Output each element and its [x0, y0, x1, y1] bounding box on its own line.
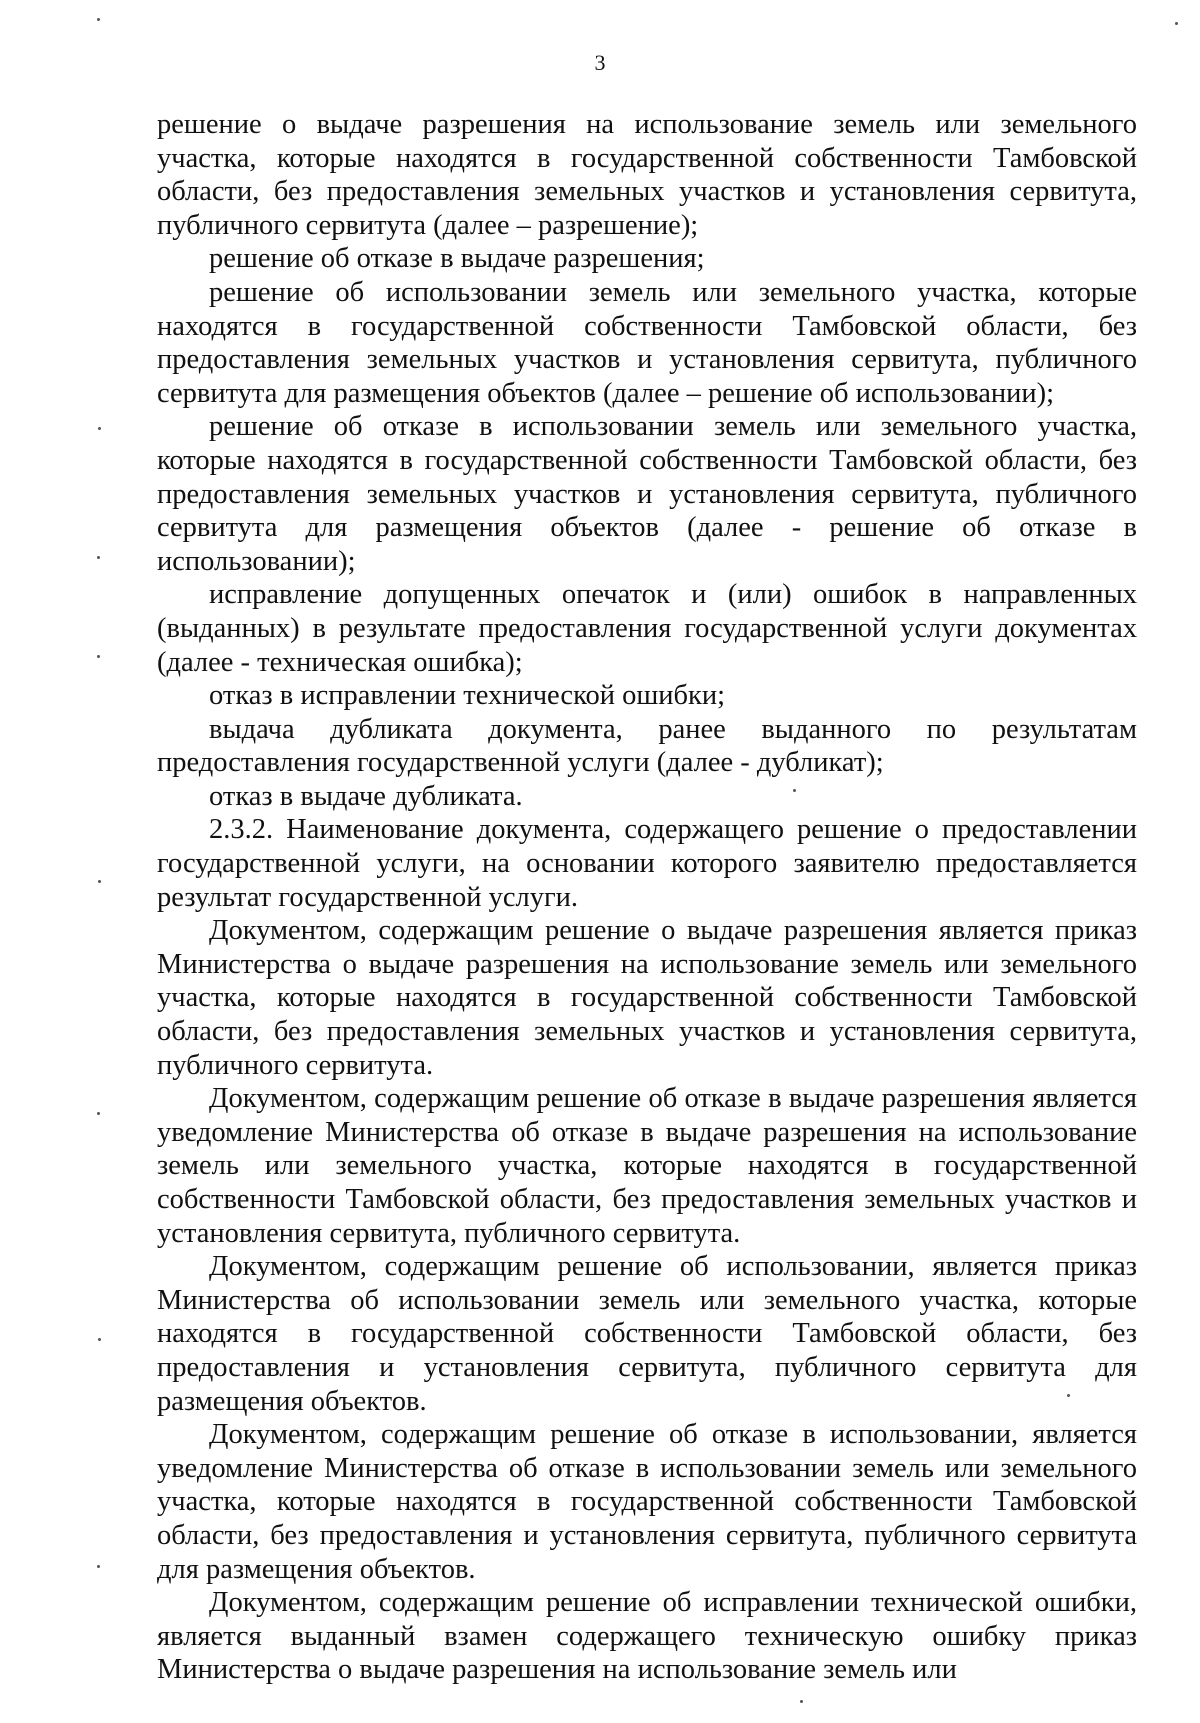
scan-speck	[98, 427, 101, 430]
paragraph-doc-usage-refusal: Документом, содержащим решение об отказе в использовании, является уведомление Министерства об отказе в использовании земель или земельного участка, которые находятся в государственной собственности Тамбовской области, без предоставления и установления сервитута, публичного сервитута для размещения объектов.	[157, 1419, 1137, 1585]
scan-speck	[1175, 22, 1178, 25]
scan-speck	[97, 18, 100, 21]
paragraph-result-permission: решение о выдаче разрешения на использование земель или земельного участка, которые находятся в государственной собственности Тамбовской области, без предоставления земельных участков и установления сервитута, публичного сервитута (далее – разрешение);	[157, 109, 1137, 241]
paragraph-usage-decision: решение об использовании земель или земельного участка, которые находятся в государственной собственности Тамбовской области, без предоставления земельных участков и установления сервитута, публичного сервитута для размещения объектов (далее – решение об использовании);	[157, 276, 1137, 409]
scan-speck	[97, 556, 100, 559]
document-body	[157, 108, 1137, 1687]
scan-speck	[97, 1112, 100, 1115]
page-number: 3	[594, 50, 606, 75]
paragraph-duplicate-issue: выдача дубликата документа, ранее выданного по результатам предоставления государственной услуги (далее - дубликат);	[157, 713, 1137, 779]
paragraph-error-correction: исправление допущенных опечаток и (или) ошибок в направленных (выданных) в результате предоставления государственной услуги документах (далее - техническая ошибка);	[157, 579, 1137, 678]
scan-speck	[97, 1565, 100, 1568]
paragraph-doc-error-correction: Документом, содержащим решение об исправлении технической ошибки, является выданный взамен содержащего техническую ошибку приказ Министерства о выдаче разрешения на использование земель или	[157, 1587, 1137, 1686]
paragraph-doc-usage: Документом, содержащим решение об использовании, является приказ Министерства об использовании земель или земельного участка, которые находятся в государственной собственности Тамбовской области, без предоставления и установления сервитута, публичного сервитута для размещения объектов.	[157, 1251, 1137, 1417]
paragraph-duplicate-refusal: отказ в выдаче дубликата.	[209, 780, 523, 812]
paragraph-refusal-permission: решение об отказе в выдаче разрешения;	[209, 243, 705, 275]
scan-speck	[97, 655, 100, 658]
paragraph-section-2-3-2: 2.3.2. Наименование документа, содержащего решение о предоставлении государственной услуги, на основании которого заявителю предоставляется результат государственной услуги.	[157, 814, 1137, 913]
scan-speck	[793, 789, 796, 792]
scan-speck	[98, 880, 101, 883]
paragraph-usage-refusal: решение об отказе в использовании земель или земельного участка, которые находятся в государственной собственности Тамбовской области, без предоставления земельных участков и установления сервитута, публичного сервитута для размещения объектов (далее - решение об отказе в использовании);	[157, 411, 1137, 577]
scan-speck	[98, 1338, 101, 1341]
paragraph-doc-permission: Документом, содержащим решение о выдаче разрешения является приказ Министерства о выдаче разрешения на использование земель или земельного участка, которые находятся в государственной собственности Тамбовской области, без предоставления земельных участков и установления сервитута, публичного сервитута.	[157, 915, 1137, 1081]
paragraph-correction-refusal: отказ в исправлении технической ошибки;	[209, 680, 726, 712]
scan-speck	[800, 1700, 803, 1703]
paragraph-doc-permission-refusal: Документом, содержащим решение об отказе в выдаче разрешения является уведомление Министерства об отказе в выдаче разрешения на использование земель или земельного участка, которые находятся в государственной собственности Тамбовской области, без предоставления земельных участков и установления сервитута, публичного сервитута.	[157, 1083, 1137, 1249]
scan-speck	[1067, 1394, 1070, 1397]
